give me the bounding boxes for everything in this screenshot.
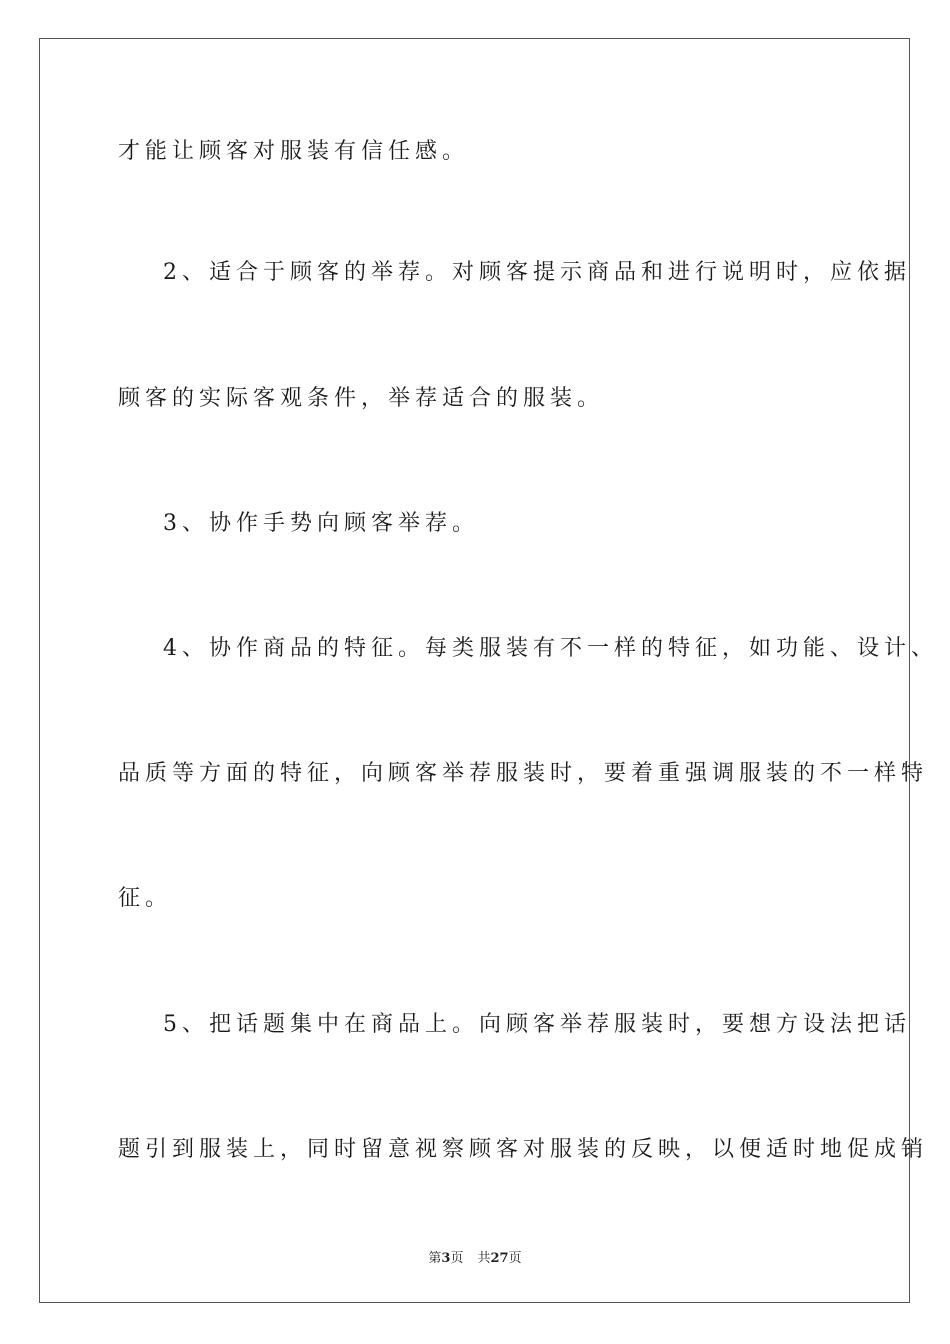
text-line-4: 3、协作手势向顾客举荐。 [163, 511, 479, 536]
text-line-2: 2、适合于顾客的举荐。对顾客提示商品和进行说明时，应依据 [163, 260, 911, 285]
footer-total-prefix: 共 [477, 1251, 491, 1266]
footer-total-suffix: 页 [508, 1251, 522, 1266]
page-footer [0, 1247, 950, 1266]
text-line-8: 5、把话题集中在商品上。向顾客举荐服装时，要想方设法把话 [163, 1012, 911, 1037]
text-line-9: 题引到服装上，同时留意视察顾客对服装的反映，以便适时地促成销 [118, 1137, 929, 1162]
footer-page-number: 3 [441, 1251, 451, 1266]
text-line-3: 顾客的实际客观条件，举荐适合的服装。 [118, 386, 605, 411]
text-line-6: 品质等方面的特征，向顾客举荐服装时，要着重强调服装的不一样特 [118, 761, 929, 786]
text-line-5: 4、协作商品的特征。每类服装有不一样的特征，如功能、设计、 [163, 636, 938, 661]
page-border [39, 38, 910, 1303]
text-line-7: 征。 [118, 886, 173, 911]
footer-page-prefix: 第 [428, 1251, 442, 1266]
footer-total-pages: 27 [490, 1251, 509, 1266]
text-line-1: 才能让顾客对服装有信任感。 [118, 139, 470, 164]
footer-page-suffix: 页 [450, 1251, 464, 1266]
